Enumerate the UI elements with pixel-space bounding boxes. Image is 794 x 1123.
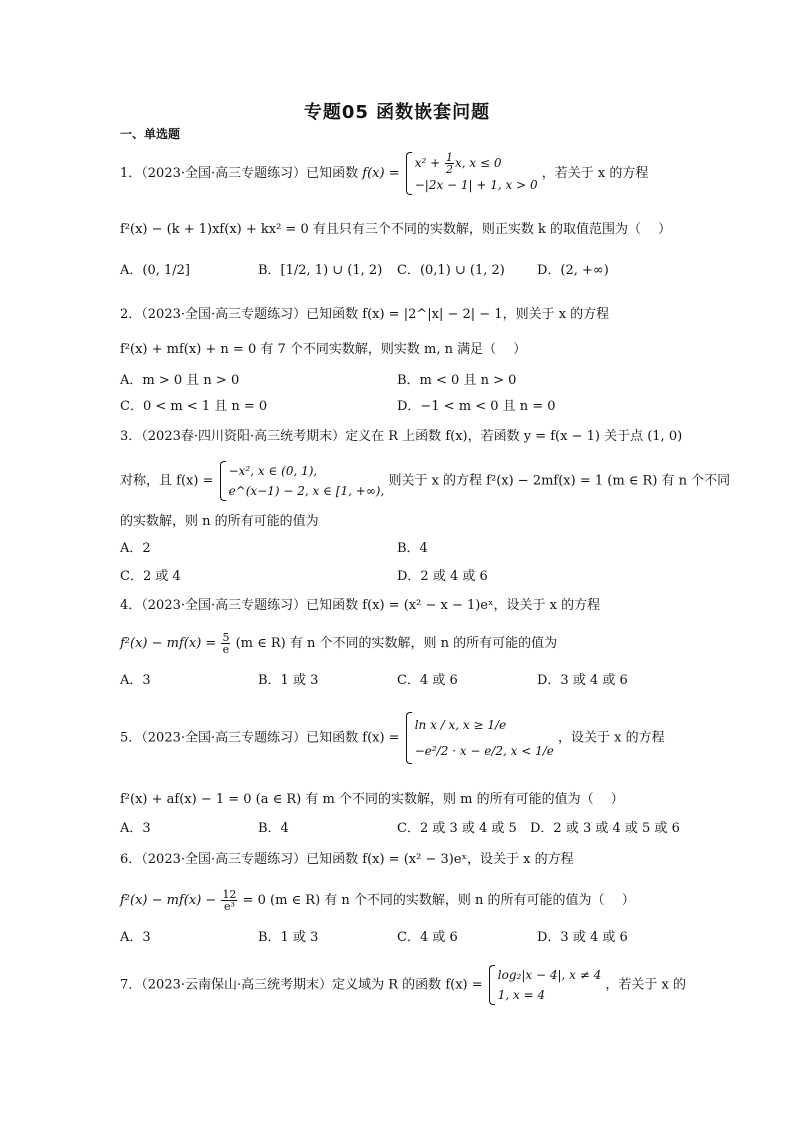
question-5-stem: 5．（2023·全国·高三专题练习）已知函数 f(x) = ln x / x, x ≥ 1/e −e²/2 · x − e/2, x < 1/e ，设关于 x 的方程 <box>120 712 665 764</box>
option-a: A．3 <box>120 930 151 945</box>
option-b: B．4 <box>397 541 428 556</box>
option-c: C．0 < m < 1 且 n = 0 <box>120 399 268 414</box>
question-7-stem: 7．（2023·云南保山·高三统考期末）定义域为 R 的函数 f(x) = log₂|x − 4|, x ≠ 4 1, x = 4 ，若关于 x 的 <box>120 965 686 1005</box>
piecewise-function: ln x / x, x ≥ 1/e −e²/2 · x − e/2, x < 1/e <box>406 712 554 764</box>
question-2-line2: f²(x) + mf(x) + n = 0 有 7 个不同实数解，则实数 m, n 满足（ ） <box>120 342 527 357</box>
option-c: C．4 或 6 <box>397 673 458 688</box>
option-d: D．−1 < m < 0 且 n = 0 <box>397 399 556 414</box>
question-6-stem: 6．（2023·全国·高三专题练习）已知函数 f(x) = (x² − 3)eˣ，设关于 x 的方程 <box>120 852 574 867</box>
option-c: C．4 或 6 <box>397 930 458 945</box>
option-b: B．m < 0 且 n > 0 <box>397 373 517 388</box>
page-title: 专题05 函数嵌套问题 <box>303 102 491 123</box>
option-a: A．2 <box>120 541 151 556</box>
question-number: 1． <box>120 166 142 181</box>
question-3-line3: 的实数解，则 n 的所有可能的值为 <box>120 514 319 529</box>
question-2-stem: 2．（2023·全国·高三专题练习）已知函数 f(x) = |2^|x| − 2| − 1，则关于 x 的方程 <box>120 307 610 322</box>
question-3-stem: 3．（2023春·四川资阳·高三统考期末）定义在 R 上函数 f(x)，若函数 y = f(x − 1) 关于点 (1, 0) <box>120 429 683 444</box>
piecewise-function: x² + $\frac{1}{2}$ x, x ≤ 0 −|2x − 1| + 1, x > 0 <box>406 152 538 195</box>
question-6-line2: f²(x) − mf(x) − $\frac{12}{\text{e³}}$ = 0 (m ∈ R) 有 n 个不同的实数解，则 n 的所有可能的值为（ ） <box>120 888 635 913</box>
option-b: B．1 或 3 <box>258 673 319 688</box>
option-a: A．3 <box>120 821 151 836</box>
option-d: D．2 或 3 或 4 或 5 或 6 <box>530 821 680 836</box>
option-a: A．m > 0 且 n > 0 <box>120 373 240 388</box>
question-3-line2: 对称，且 f(x) = −x², x ∈ (0, 1), e^(x−1) − 2, x ∈ [1, +∞), 则关于 x 的方程 f²(x) − 2mf(x) = 1 (m ∈ R) 有 n 个不同 <box>120 461 730 501</box>
option-b: B．4 <box>258 821 289 836</box>
piecewise-function: log₂|x − 4|, x ≠ 4 1, x = 4 <box>489 965 601 1005</box>
piecewise-function: −x², x ∈ (0, 1), e^(x−1) − 2, x ∈ [1, +∞), <box>220 461 385 501</box>
section-heading: 一、单选题 <box>120 127 181 141</box>
option-b: B．[1/2, 1) ∪ (1, 2) <box>258 263 383 278</box>
question-4-stem: 4．（2023·全国·高三专题练习）已知函数 f(x) = (x² − x − 1)eˣ，设关于 x 的方程 <box>120 598 601 613</box>
option-d: D．(2, +∞) <box>537 263 609 278</box>
question-1-stem: 1．（2023·全国·高三专题练习）已知函数 f(x) = x² + $\frac{1}{2}$ x, x ≤ 0 −|2x − 1| + 1, x > 0 ，若关于 x 的方程 <box>120 152 648 195</box>
option-c: C．2 或 4 <box>120 569 181 584</box>
option-c: C．2 或 3 或 4 或 5 <box>397 821 517 836</box>
option-a: A．3 <box>120 673 151 688</box>
option-b: B．1 或 3 <box>258 930 319 945</box>
question-5-line2: f²(x) + af(x) − 1 = 0 (a ∈ R) 有 m 个不同的实数解，则 m 的所有可能的值为（ ） <box>120 792 624 807</box>
question-4-line2: f²(x) − mf(x) = $\frac{5}{e}$ (m ∈ R) 有 n 个不同的实数解，则 n 的所有可能的值为 <box>120 631 558 656</box>
option-a: A．(0, 1/2] <box>120 263 190 278</box>
question-1-line2: f²(x) − (k + 1)xf(x) + kx² = 0 有且只有三个不同的实数解，则正实数 k 的取值范围为（ ） <box>120 222 672 237</box>
option-c: C．(0,1) ∪ (1, 2) <box>397 263 505 278</box>
option-d: D．3 或 4 或 6 <box>537 930 628 945</box>
option-d: D．2 或 4 或 6 <box>397 569 488 584</box>
option-d: D．3 或 4 或 6 <box>537 673 628 688</box>
